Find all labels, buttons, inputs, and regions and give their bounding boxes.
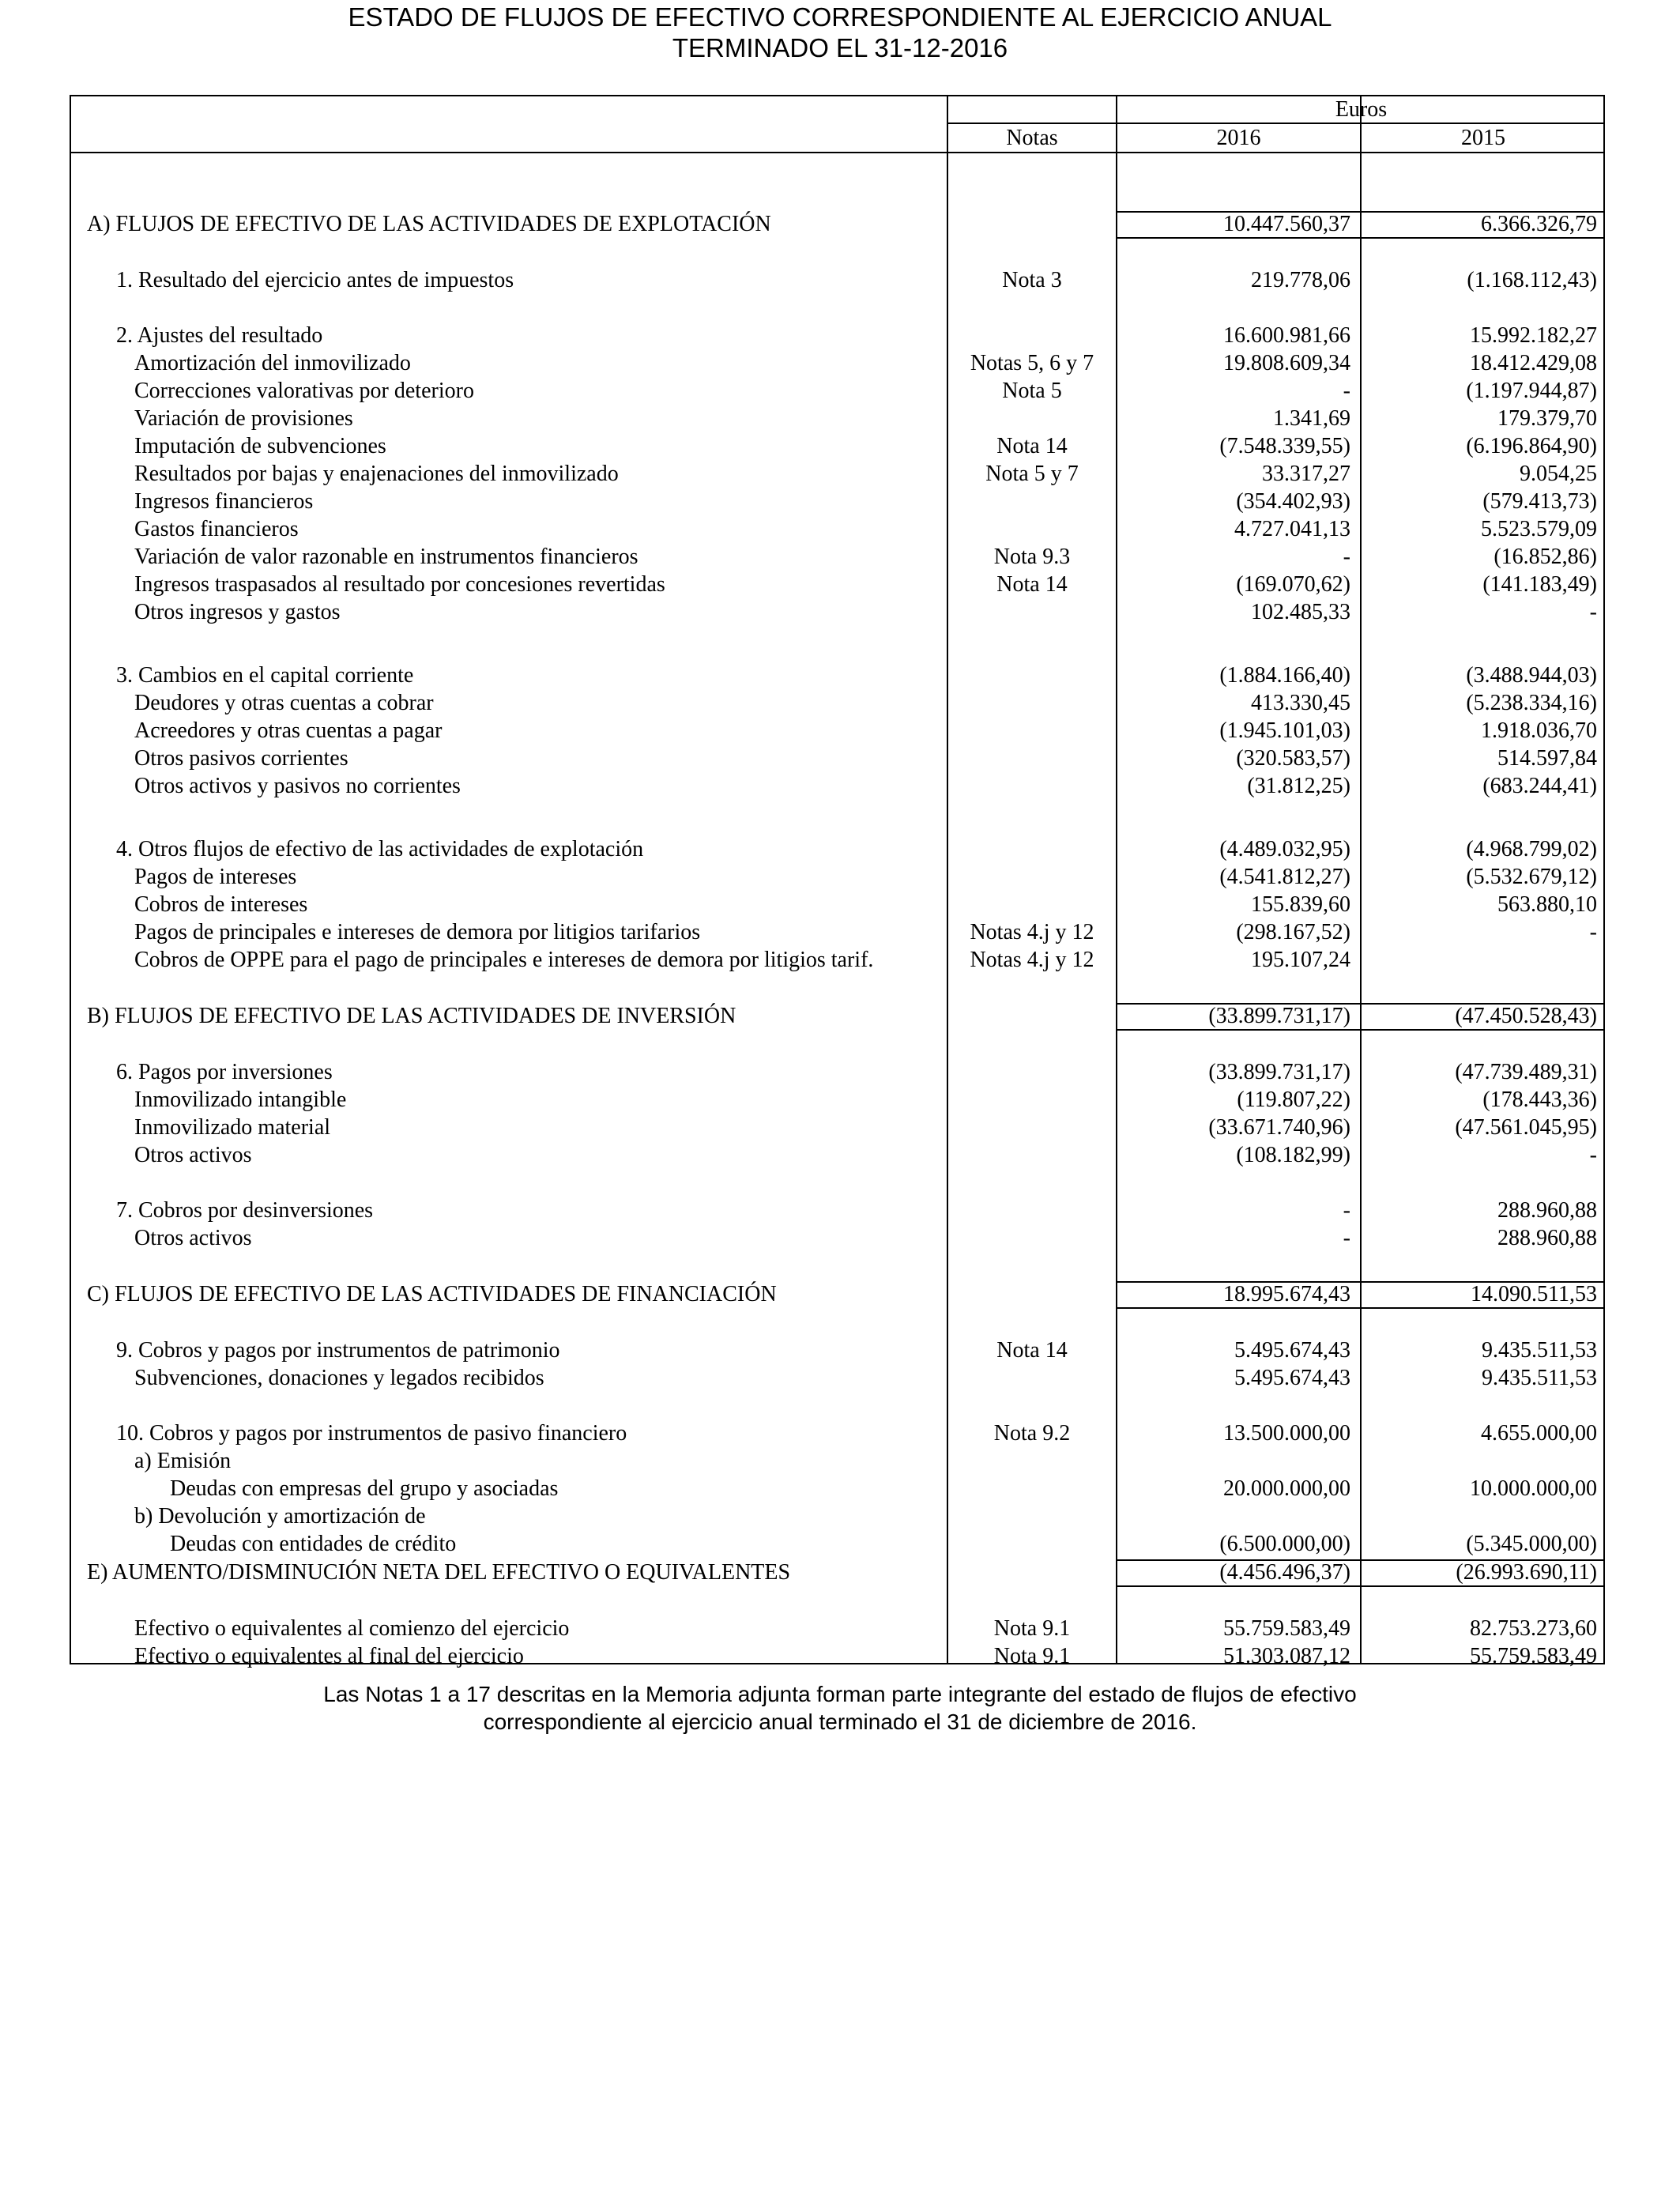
spacer-row: [0, 1031, 1680, 1058]
value-2016: 155.839,60: [1251, 892, 1350, 917]
currency-header: Euros: [1335, 97, 1388, 122]
row-label: Deudores y otras cuentas a cobrar: [134, 691, 434, 715]
notes-header: Notas: [1006, 126, 1058, 150]
table-row: [0, 863, 1680, 891]
table-row: [0, 377, 1680, 405]
table-row: [0, 1058, 1680, 1086]
row-label: Otros pasivos corrientes: [134, 746, 348, 771]
value-2016: (4.456.496,37): [1219, 1560, 1350, 1585]
value-2015: (16.852,86): [1494, 545, 1597, 569]
row-label: Ingresos financieros: [134, 489, 314, 514]
title-line-2: TERMINADO EL 31-12-2016: [672, 33, 1008, 62]
value-2015: 10.000.000,00: [1470, 1476, 1597, 1501]
table-row: [0, 946, 1680, 974]
value-2016: 55.759.583,49: [1223, 1616, 1350, 1641]
row-label: Pagos de principales e intereses de demora por litigios tarifarios: [134, 920, 701, 944]
table-row: [0, 891, 1680, 918]
title-line-1: ESTADO DE FLUJOS DE EFECTIVO CORRESPONDIENTE AL EJERCICIO ANUAL: [348, 2, 1332, 32]
row-label: 4. Otros flujos de efectivo de las actividades de explotación: [116, 837, 644, 861]
value-2015: 4.655.000,00: [1481, 1421, 1597, 1446]
value-2015: 18.412.429,08: [1470, 351, 1597, 375]
table-row: [0, 571, 1680, 598]
table-row: [0, 405, 1680, 432]
statement-rows: [0, 182, 1680, 1670]
row-label: Deudas con entidades de crédito: [170, 1532, 457, 1556]
row-label: Inmovilizado intangible: [134, 1088, 347, 1112]
row-note: Nota 5 y 7: [985, 462, 1079, 486]
table-row: [0, 432, 1680, 460]
spacer-row: [0, 1587, 1680, 1615]
year-2015-header: 2015: [1461, 126, 1505, 150]
row-label: 2. Ajustes del resultado: [116, 323, 323, 348]
row-label: Amortización del inmovilizado: [134, 351, 411, 375]
row-label: Acreedores y otras cuentas a pagar: [134, 718, 443, 743]
value-2015: 288.960,88: [1497, 1226, 1597, 1250]
table-row: [0, 543, 1680, 571]
section-total-row: [0, 1001, 1680, 1031]
spacer-row: [0, 1169, 1680, 1197]
statement-title: [0, 2, 1680, 63]
footer-line-1: Las Notas 1 a 17 descritas en la Memoria adjunta forman parte integrante del estado de flujos de efectivo: [323, 1682, 1357, 1706]
value-2016: (298.167,52): [1236, 920, 1350, 944]
table-row: [0, 460, 1680, 488]
row-label: Variación de provisiones: [134, 406, 353, 431]
table-row: [0, 598, 1680, 626]
value-2015: (47.450.528,43): [1455, 1004, 1597, 1028]
spacer-row: [0, 239, 1680, 266]
value-2015: (5.238.334,16): [1466, 691, 1597, 715]
row-label: 1. Resultado del ejercicio antes de impuestos: [116, 268, 514, 292]
table-row: [0, 772, 1680, 800]
row-note: Nota 3: [1002, 268, 1062, 292]
value-2016: (1.884.166,40): [1219, 663, 1350, 688]
row-label: b) Devolución y amortización de: [134, 1504, 426, 1529]
table-row: [0, 1642, 1680, 1670]
value-2016: (119.807,22): [1237, 1088, 1350, 1112]
value-2015: 563.880,10: [1497, 892, 1597, 917]
value-2015: (4.968.799,02): [1466, 837, 1597, 861]
value-2015: (26.993.690,11): [1456, 1560, 1597, 1585]
table-row: [0, 1447, 1680, 1475]
value-2015: (1.168.112,43): [1467, 268, 1597, 292]
spacer-row: [0, 974, 1680, 1001]
value-2016: 16.600.981,66: [1223, 323, 1350, 348]
row-label: Otros ingresos y gastos: [134, 600, 341, 624]
header-divider-bottom: [70, 152, 1605, 153]
value-2015: 15.992.182,27: [1470, 323, 1597, 348]
row-label: Deudas con empresas del grupo y asociadas: [170, 1476, 559, 1501]
value-2015: (3.488.944,03): [1466, 663, 1597, 688]
row-label: Ingresos traspasados al resultado por concesiones revertidas: [134, 572, 665, 597]
value-2016: (31.812,25): [1247, 774, 1350, 798]
row-label: 7. Cobros por desinversiones: [116, 1198, 374, 1223]
value-2015: 14.090.511,53: [1471, 1282, 1597, 1306]
row-note: Notas 5, 6 y 7: [970, 351, 1094, 375]
value-2015: (683.244,41): [1482, 774, 1597, 798]
row-label: Subvenciones, donaciones y legados recibidos: [134, 1366, 544, 1390]
table-row: [0, 1086, 1680, 1114]
value-2016: 5.495.674,43: [1234, 1366, 1350, 1390]
value-2016: (6.500.000,00): [1219, 1532, 1350, 1556]
value-2015: (141.183,49): [1482, 572, 1597, 597]
value-2016: 51.303.087,12: [1223, 1644, 1350, 1668]
value-2016: (108.182,99): [1236, 1143, 1350, 1167]
table-row: [0, 835, 1680, 863]
value-2016: 1.341,69: [1273, 406, 1350, 431]
table-row: [0, 1615, 1680, 1642]
row-label: B) FLUJOS DE EFECTIVO DE LAS ACTIVIDADES DE INVERSIÓN: [87, 1004, 736, 1028]
spacer-row: [0, 626, 1680, 662]
value-2016: (4.489.032,95): [1219, 837, 1350, 861]
row-note: Notas 4.j y 12: [970, 948, 1094, 972]
table-row: [0, 515, 1680, 543]
value-2015: (5.345.000,00): [1466, 1532, 1597, 1556]
spacer-row: [0, 1252, 1680, 1280]
spacer-row: [0, 1392, 1680, 1419]
value-2015: 1.918.036,70: [1481, 718, 1597, 743]
value-2016: (320.583,57): [1236, 746, 1350, 771]
value-2015: (1.197.944,87): [1466, 379, 1597, 403]
table-row: [0, 1336, 1680, 1364]
footer-line-2: correspondiente al ejercicio anual terminado el 31 de diciembre de 2016.: [483, 1710, 1197, 1734]
value-2016: (4.541.812,27): [1219, 865, 1350, 889]
row-label: 6. Pagos por inversiones: [116, 1060, 333, 1084]
value-2016: 20.000.000,00: [1223, 1476, 1350, 1501]
year-2016-header: 2016: [1216, 126, 1261, 150]
value-2016: -: [1343, 545, 1350, 569]
section-total-row: [0, 1558, 1680, 1587]
row-label: Resultados por bajas y enajenaciones del inmovilizado: [134, 462, 619, 486]
value-2016: (1.945.101,03): [1219, 718, 1350, 743]
value-2015: 9.435.511,53: [1482, 1366, 1597, 1390]
value-2016: (33.899.731,17): [1208, 1004, 1350, 1028]
row-note: Nota 9.3: [993, 545, 1071, 569]
row-label: 3. Cambios en el capital corriente: [116, 663, 414, 688]
row-note: Nota 14: [996, 1338, 1068, 1363]
value-2016: 195.107,24: [1251, 948, 1350, 972]
value-2016: 18.995.674,43: [1223, 1282, 1350, 1306]
table-row: [0, 1224, 1680, 1252]
row-label: Pagos de intereses: [134, 865, 297, 889]
value-2015: 5.523.579,09: [1481, 517, 1597, 541]
value-2015: (178.443,36): [1482, 1088, 1597, 1112]
row-note: Nota 9.1: [993, 1644, 1071, 1668]
table-row: [0, 745, 1680, 772]
value-2015: -: [1589, 1143, 1597, 1167]
value-2015: (579.413,73): [1482, 489, 1597, 514]
spacer-row: [0, 1309, 1680, 1336]
spacer-row: [0, 800, 1680, 835]
table-row: [0, 689, 1680, 717]
value-2016: 13.500.000,00: [1223, 1421, 1350, 1446]
row-label: Cobros de OPPE para el pago de principales e intereses de demora por litigios tarif.: [134, 948, 874, 972]
value-2016: (33.671.740,96): [1208, 1115, 1350, 1140]
row-note: Nota 9.2: [993, 1421, 1071, 1446]
footer-note: [0, 1680, 1680, 1736]
value-2016: 5.495.674,43: [1234, 1338, 1350, 1363]
value-2015: -: [1589, 600, 1597, 624]
row-label: Otros activos y pasivos no corrientes: [134, 774, 461, 798]
row-label: Correcciones valorativas por deterioro: [134, 379, 474, 403]
table-row: [0, 488, 1680, 515]
value-2015: (6.196.864,90): [1466, 434, 1597, 458]
value-2016: 10.447.560,37: [1223, 212, 1350, 236]
table-row: [0, 1419, 1680, 1447]
row-note: Nota 5: [1002, 379, 1062, 403]
table-row: [0, 1364, 1680, 1392]
row-note: Notas 4.j y 12: [970, 920, 1094, 944]
value-2016: 33.317,27: [1262, 462, 1350, 486]
row-label: 9. Cobros y pagos por instrumentos de patrimonio: [116, 1338, 560, 1363]
row-label: Efectivo o equivalentes al final del ejercicio: [134, 1644, 524, 1668]
table-row: [0, 1114, 1680, 1141]
section-total-row: [0, 1280, 1680, 1309]
row-note: Nota 14: [996, 572, 1068, 597]
table-row: [0, 266, 1680, 294]
value-2016: (33.899.731,17): [1208, 1060, 1350, 1084]
row-label: Otros activos: [134, 1143, 252, 1167]
value-2015: 82.753.273,60: [1470, 1616, 1597, 1641]
value-2015: 6.366.326,79: [1481, 212, 1597, 236]
row-label: Cobros de intereses: [134, 892, 308, 917]
row-label: Imputación de subvenciones: [134, 434, 386, 458]
value-2016: 19.808.609,34: [1223, 351, 1350, 375]
value-2016: -: [1343, 1198, 1350, 1223]
value-2016: (354.402,93): [1236, 489, 1350, 514]
value-2016: -: [1343, 379, 1350, 403]
table-row: [0, 717, 1680, 745]
table-row: [0, 1141, 1680, 1169]
value-2015: 288.960,88: [1497, 1198, 1597, 1223]
value-2016: 102.485,33: [1251, 600, 1350, 624]
table-row: [0, 322, 1680, 349]
row-note: Nota 9.1: [993, 1616, 1071, 1641]
value-2015: (5.532.679,12): [1466, 865, 1597, 889]
row-label: Inmovilizado material: [134, 1115, 331, 1140]
table-row: [0, 1530, 1680, 1558]
value-2015: 9.435.511,53: [1482, 1338, 1597, 1363]
spacer-row: [0, 294, 1680, 322]
row-label: Variación de valor razonable en instrumentos financieros: [134, 545, 638, 569]
spacer-row: [0, 182, 1680, 209]
table-row: [0, 349, 1680, 377]
row-label: A) FLUJOS DE EFECTIVO DE LAS ACTIVIDADES DE EXPLOTACIÓN: [87, 212, 771, 236]
value-2015: -: [1589, 920, 1597, 944]
value-2016: 219.778,06: [1251, 268, 1350, 292]
row-label: C) FLUJOS DE EFECTIVO DE LAS ACTIVIDADES DE FINANCIACIÓN: [87, 1282, 777, 1306]
row-label: E) AUMENTO/DISMINUCIÓN NETA DEL EFECTIVO O EQUIVALENTES: [87, 1560, 791, 1585]
table-row: [0, 1475, 1680, 1502]
value-2015: 55.759.583,49: [1470, 1644, 1597, 1668]
value-2015: (47.561.045,95): [1455, 1115, 1597, 1140]
value-2015: 514.597,84: [1497, 746, 1597, 771]
value-2015: (47.739.489,31): [1455, 1060, 1597, 1084]
value-2015: 9.054,25: [1520, 462, 1597, 486]
table-row: [0, 662, 1680, 689]
value-2016: 413.330,45: [1251, 691, 1350, 715]
value-2016: -: [1343, 1226, 1350, 1250]
table-row: [0, 1197, 1680, 1224]
value-2016: (169.070,62): [1236, 572, 1350, 597]
value-2016: (7.548.339,55): [1219, 434, 1350, 458]
section-total-row: [0, 209, 1680, 239]
row-label: a) Emisión: [134, 1449, 232, 1473]
row-label: 10. Cobros y pagos por instrumentos de pasivo financiero: [116, 1421, 627, 1446]
row-note: Nota 14: [996, 434, 1068, 458]
row-label: Gastos financieros: [134, 517, 299, 541]
table-row: [0, 1502, 1680, 1530]
value-2015: 179.379,70: [1497, 406, 1597, 431]
row-label: Efectivo o equivalentes al comienzo del ejercicio: [134, 1616, 570, 1641]
table-row: [0, 918, 1680, 946]
value-2016: 4.727.041,13: [1234, 517, 1350, 541]
row-label: Otros activos: [134, 1226, 252, 1250]
